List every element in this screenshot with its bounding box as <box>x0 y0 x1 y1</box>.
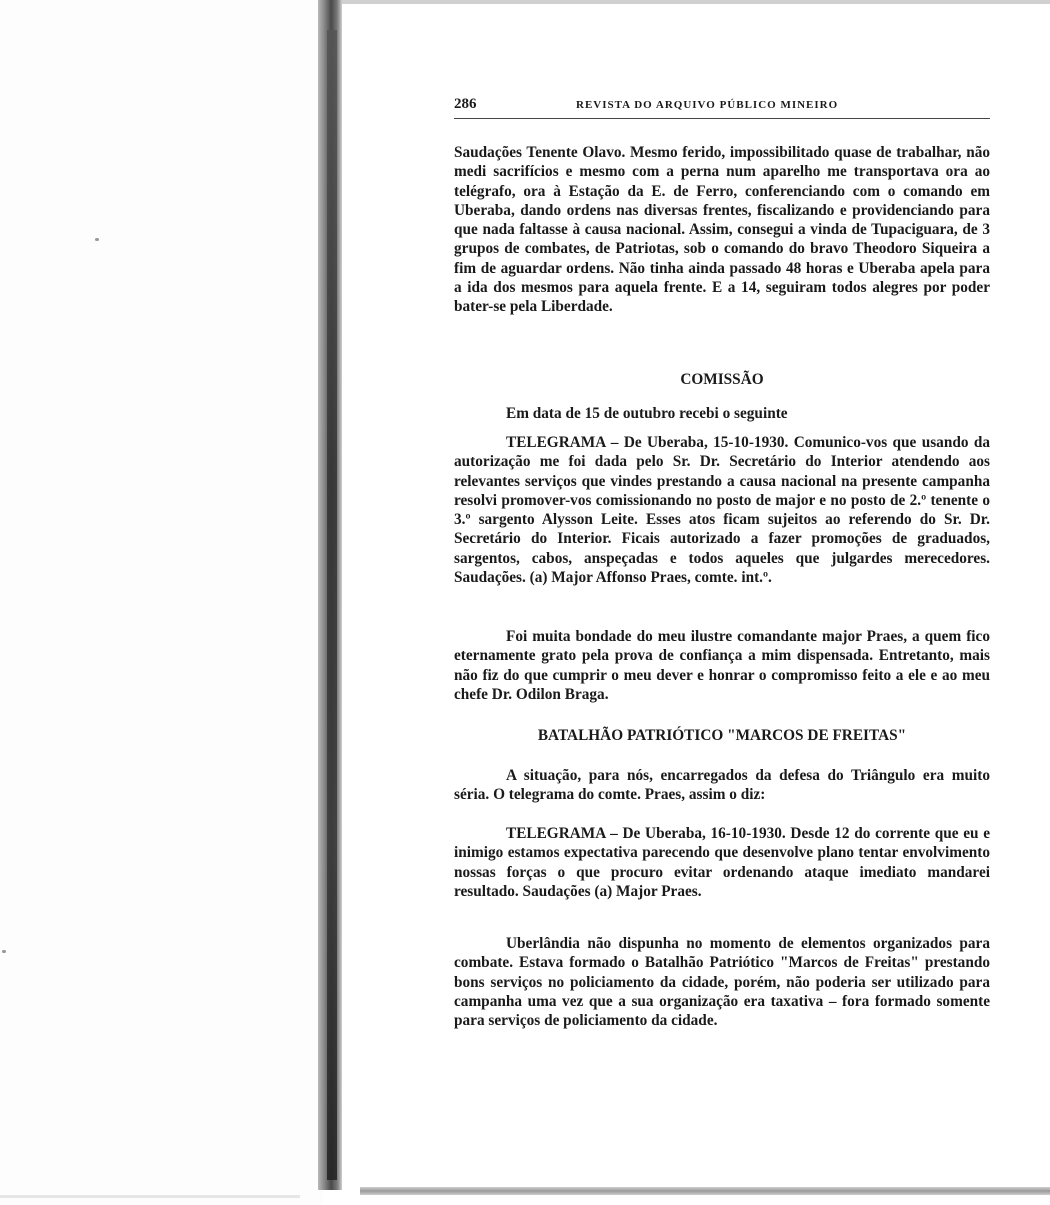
paragraph-text: Uberlândia não dispunha no momento de elementos organizados para combate. Estava formado o Batalhão Patriótico "Marcos de Freitas" prestando bons serviços no policiamento da cidade, porém, não poderia ser utilizado para campanha uma vez que a sua organização era taxativa – fora formado somente para serviços de policiamento da cidade. <box>454 935 990 1030</box>
paragraph <box>454 143 990 317</box>
heading-text: COMISSÃO <box>680 371 764 388</box>
page-top-edge <box>342 0 1050 4</box>
page-header <box>454 96 990 119</box>
paragraph-text: Em data de 15 de outubro recebi o seguinte <box>506 405 788 422</box>
spine-shadow <box>327 30 337 1180</box>
paragraph-text: Foi muita bondade do meu ilustre comandante major Praes, a quem fico eternamente grato pela prova de confiança a mim dispensada. Entretanto, mais não fiz do que cumprir o meu dever e honrar o compromisso feito a ele e ao meu chefe Dr. Odilon Braga. <box>454 628 990 703</box>
paragraph <box>454 934 990 1030</box>
paragraph <box>454 404 990 423</box>
paragraph-text: TELEGRAMA – De Uberaba, 15-10-1930. Comunico-vos que usando da autorização me foi dada pelo Sr. Dr. Secretário do Interior atendendo aos relevantes serviços que vindes prestando a causa nacional na presente campanha resolvi promover-vos comissionando no posto de major e no posto de 2.º tenente o 3.º sargento Alysson Leite. Esses atos ficam sujeitos ao referendo do Sr. Dr. Secretário do Interior. Ficais autorizado a fazer promoções de graduados, sargentos, cabos, anspeçadas e todos aqueles que julgardes merecedores. Saudações. (a) Major Affonso Praes, comte. int.º. <box>454 434 990 587</box>
running-title: REVISTA DO ARQUIVO PÚBLICO MINEIRO <box>576 99 839 111</box>
paragraph <box>454 766 990 805</box>
page-bottom-edge <box>360 1187 1050 1195</box>
page-bottom-strip <box>0 1195 300 1198</box>
page-number: 286 <box>454 96 477 112</box>
paragraph-text: A situação, para nós, encarregados da defesa do Triângulo era muito séria. O telegrama do comte. Praes, assim o diz: <box>454 767 990 804</box>
paragraph <box>454 627 990 704</box>
paragraph-text: Saudações Tenente Olavo. Mesmo ferido, impossibilitado quase de trabalhar, não medi sacrifícios e mesmo com a perna num aparelho me transportava ora ao telégrafo, ora à Estação da E. de Ferro, conferenciando com o comando em Uberaba, dando ordens nas diversas frentes, fiscalizando e providenciando para que nada faltasse à causa nacional. Assim, consegui a vinda de Tupaciguara, de 3 grupos de combates, de Patriotas, sob o comando do bravo Theodoro Siqueira a fim de aguardar ordens. Não tinha ainda passado 48 horas e Uberaba apela para a ida dos mesmos para aquela frente. E a 14, seguiram todos alegres por poder bater-se pela Liberdade. <box>454 144 990 316</box>
telegram-paragraph <box>454 433 990 587</box>
scan-speck <box>2 950 6 953</box>
section-heading <box>454 726 990 745</box>
paragraph-text: TELEGRAMA – De Uberaba, 16-10-1930. Desde 12 do corrente que eu e inimigo estamos expectativa parecendo que desenvolve plano tentar envolvimento nossas forças o que procuro evitar ordenando ataque imediato mandarei resultado. Saudações (a) Major Praes. <box>454 825 990 900</box>
section-heading <box>454 370 990 389</box>
left-margin <box>0 0 323 1205</box>
telegram-paragraph <box>454 824 990 901</box>
scan-speck <box>95 238 99 241</box>
heading-text: BATALHÃO PATRIÓTICO "MARCOS DE FREITAS" <box>537 727 907 744</box>
